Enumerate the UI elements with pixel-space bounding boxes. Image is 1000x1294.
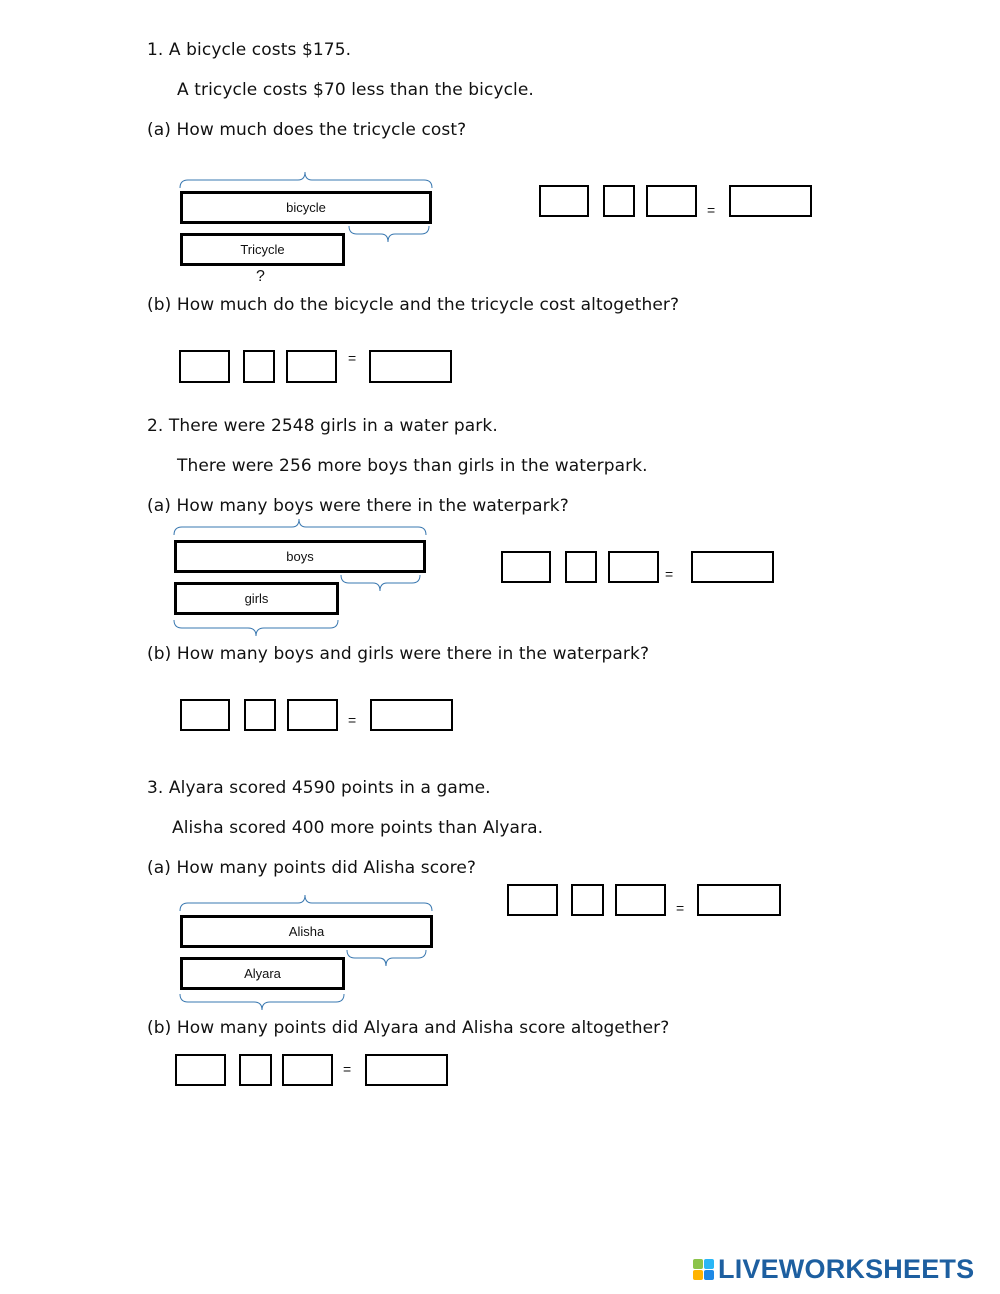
q3-bar-alyara: Alyara: [180, 957, 345, 990]
q2-statement-1: 2. There were 2548 girls in a water park.: [147, 416, 498, 436]
q3a-answer-box-2[interactable]: [615, 884, 666, 916]
q3-difference-brace: [347, 950, 426, 966]
logo-tile-1: [693, 1259, 703, 1269]
q2-bar-girls: girls: [174, 582, 339, 615]
q2-statement-2: There were 256 more boys than girls in the waterpark.: [177, 456, 648, 476]
liveworksheets-logo-icon: [693, 1259, 714, 1280]
q1-bar-tricycle: Tricycle: [180, 233, 345, 266]
q3a-equals-sign: =: [676, 900, 685, 916]
q3-total-brace: [180, 895, 432, 911]
q1-unknown-mark: ?: [256, 268, 265, 285]
q3-statement-2: Alisha scored 400 more points than Alyara.: [172, 818, 544, 838]
q3b-result-box[interactable]: [365, 1054, 448, 1086]
q1-statement-1: 1. A bicycle costs $175.: [147, 40, 352, 60]
q2a-equals-sign: =: [665, 566, 674, 582]
q3a-question: (a) How many points did Alisha score?: [147, 858, 477, 878]
q1-statement-2: A tricycle costs $70 less than the bicycle.: [177, 80, 534, 100]
q3-statement-1: 3. Alyara scored 4590 points in a game.: [147, 778, 491, 798]
q2-bar-boys: boys: [174, 540, 426, 573]
q2b-question: (b) How many boys and girls were there in the waterpark?: [147, 644, 650, 664]
q3b-answer-box-1[interactable]: [175, 1054, 226, 1086]
q2a-question: (a) How many boys were there in the waterpark?: [147, 496, 569, 516]
q3a-result-box[interactable]: [697, 884, 781, 916]
q3-alyara-brace: [180, 994, 344, 1010]
q1a-question: (a) How much does the tricycle cost?: [147, 120, 467, 140]
q1-bar-bicycle: bicycle: [180, 191, 432, 224]
logo-tile-4: [704, 1270, 714, 1280]
q3b-equals-sign: =: [343, 1061, 352, 1077]
liveworksheets-logo-text: LIVEWORKSHEETS: [718, 1253, 975, 1284]
logo-tile-3: [693, 1270, 703, 1280]
q3-bar-alisha: Alisha: [180, 915, 433, 948]
q1b-question: (b) How much do the bicycle and the tricycle cost altogether?: [147, 295, 680, 315]
q3b-operator-box[interactable]: [239, 1054, 272, 1086]
q1a-equals-sign: =: [707, 202, 716, 218]
q3a-operator-box[interactable]: [571, 884, 604, 916]
liveworksheets-logo: [693, 1254, 974, 1284]
q3a-answer-box-1[interactable]: [507, 884, 558, 916]
q3b-answer-box-2[interactable]: [282, 1054, 333, 1086]
logo-tile-2: [704, 1259, 714, 1269]
q1b-equals-sign: =: [348, 350, 357, 366]
q2b-equals-sign: =: [348, 712, 357, 728]
q3b-question: (b) How many points did Alyara and Alisha score altogether?: [147, 1018, 670, 1038]
